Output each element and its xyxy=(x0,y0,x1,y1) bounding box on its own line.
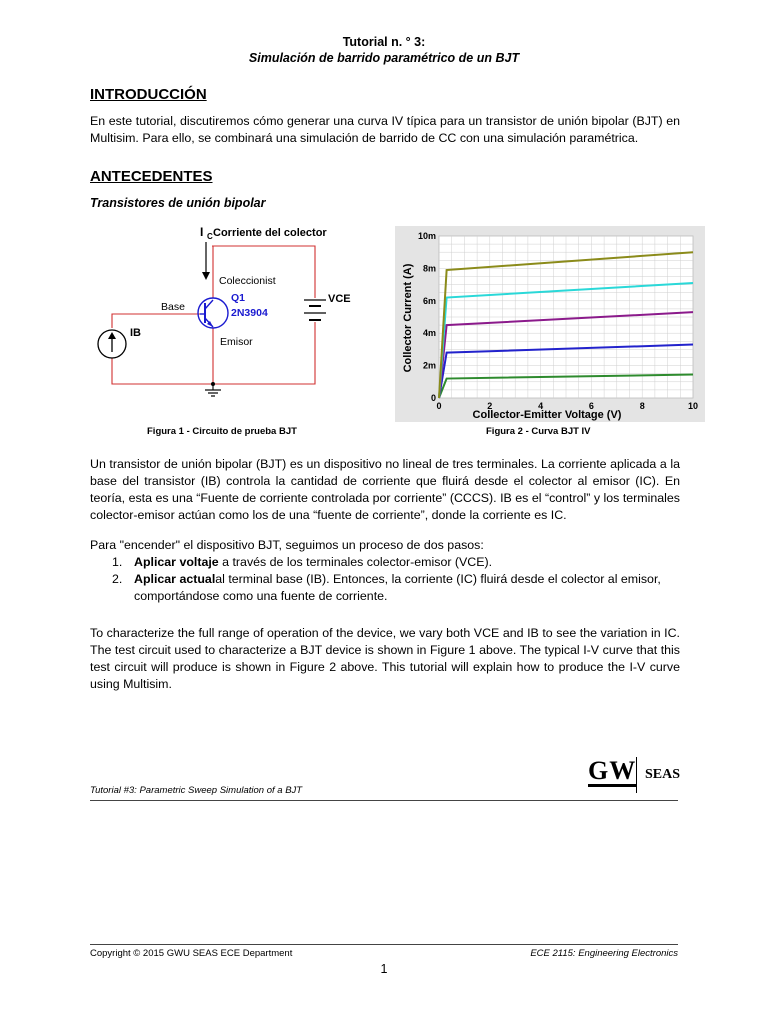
figure2-caption: Figura 2 - Curva BJT IV xyxy=(486,426,591,437)
background-subheading: Transistores de unión bipolar xyxy=(90,196,266,210)
y-tick-label: 10m xyxy=(417,231,436,241)
steps-intro: Para "encender" el dispositivo BJT, seguimos un proceso de dos pasos: xyxy=(90,538,484,552)
ib-label: IB xyxy=(130,327,141,339)
q1-model-label: 2N3904 xyxy=(231,307,268,319)
page-footer-rule xyxy=(90,944,678,945)
step-text: a través de los terminales colector-emisor (VCE). xyxy=(218,555,493,569)
step-bold: Aplicar voltaje xyxy=(134,555,219,569)
x-tick-label: 0 xyxy=(436,401,442,411)
base-label: Base xyxy=(161,301,185,313)
transistor-q1-icon xyxy=(198,298,228,328)
vce-label: VCE xyxy=(328,293,351,305)
chart-ylabel: Collector Current (A) xyxy=(402,263,414,373)
step-bold: Aplicar actual xyxy=(134,572,216,586)
emitter-label: Emisor xyxy=(220,336,253,348)
current-source-ib-icon xyxy=(98,330,126,358)
ic-text: Corriente del colector xyxy=(213,227,327,239)
circuit-wires xyxy=(112,246,315,384)
intro-heading: INTRODUCCIÓN xyxy=(90,86,207,103)
figure2-iv-chart xyxy=(395,226,705,422)
x-tick-label: 6 xyxy=(588,401,594,411)
x-tick-label: 4 xyxy=(538,401,544,411)
page-number: 1 xyxy=(380,962,388,976)
course-name: ECE 2115: Engineering Electronics xyxy=(530,948,678,959)
y-tick-label: 6m xyxy=(422,295,436,306)
chart-xlabel: Collector-Emitter Voltage (V) xyxy=(472,409,622,421)
y-tick-label: 2m xyxy=(422,360,436,371)
step-number: 2. xyxy=(112,572,123,586)
ic-label: I xyxy=(200,225,204,239)
footer-rule xyxy=(90,800,678,801)
intro-paragraph: En este tutorial, discutiremos cómo generar una curva IV típica para un transistor de unión bipolar (BJT) en Multisim. Para ello, se combinará una simulación de barrido de CC con una simulación paramétrica. xyxy=(90,114,680,145)
running-title: Tutorial #3: Parametric Sweep Simulation of a BJT xyxy=(90,785,303,796)
y-tick-label: 8m xyxy=(422,263,436,274)
y-tick-label: 0 xyxy=(430,393,436,403)
x-tick-label: 2 xyxy=(487,401,493,411)
steps-list xyxy=(90,554,680,605)
collector-label: Coleccionist xyxy=(219,275,276,287)
copyright: Copyright © 2015 GWU SEAS ECE Department xyxy=(90,948,293,959)
step-number: 1. xyxy=(112,555,123,569)
document-title: Tutorial n. ° 3: xyxy=(342,35,426,49)
current-arrow-icon xyxy=(202,242,210,280)
step-item xyxy=(90,571,680,605)
document-subtitle: Simulación de barrido paramétrico de un BJT xyxy=(248,51,520,65)
gw-logo: GW xyxy=(588,756,637,785)
characterization-paragraph: To characterize the full range of operation of the device, we vary both VCE and IB to see the variation in IC. The test circuit used to characterize a BJT device is shown in Figure 1 above. The typical I-V curve that this test circuit will produce is shown in Figure 2 above. This tutorial will explain how to produce the I-V curve using Multisim. xyxy=(90,626,680,691)
step-item xyxy=(90,554,680,571)
figure1-caption: Figura 1 - Circuito de prueba BJT xyxy=(147,426,297,437)
background-heading: ANTECEDENTES xyxy=(90,168,213,185)
ic-subscript: C xyxy=(207,232,213,241)
step-text: al terminal base (IB). Entonces, la corriente (IC) fluirá desde el colector al emisor, comportándose como una fuente de corriente. xyxy=(134,572,661,603)
q1-label: Q1 xyxy=(231,292,246,304)
x-tick-label: 10 xyxy=(687,401,699,411)
y-tick-label: 4m xyxy=(422,328,436,339)
seas-logo: SEAS xyxy=(645,767,681,782)
figure1-circuit xyxy=(88,220,358,410)
bjt-description-paragraph: Un transistor de unión bipolar (BJT) es un dispositivo no lineal de tres terminales. La corriente aplicada a la base del transistor (IB) controla la cantidad de corriente que fluirá desde el colector al emisor (IC). En teoría, esta es una “Fuente de corriente controlada por corriente” (CCCS). IB es el “control” y los terminales colector-emisor actúan como los de una “fuente de corriente”, donde la corriente es IC. xyxy=(90,457,680,522)
x-tick-label: 8 xyxy=(639,401,645,411)
battery-vce-icon xyxy=(304,300,326,320)
